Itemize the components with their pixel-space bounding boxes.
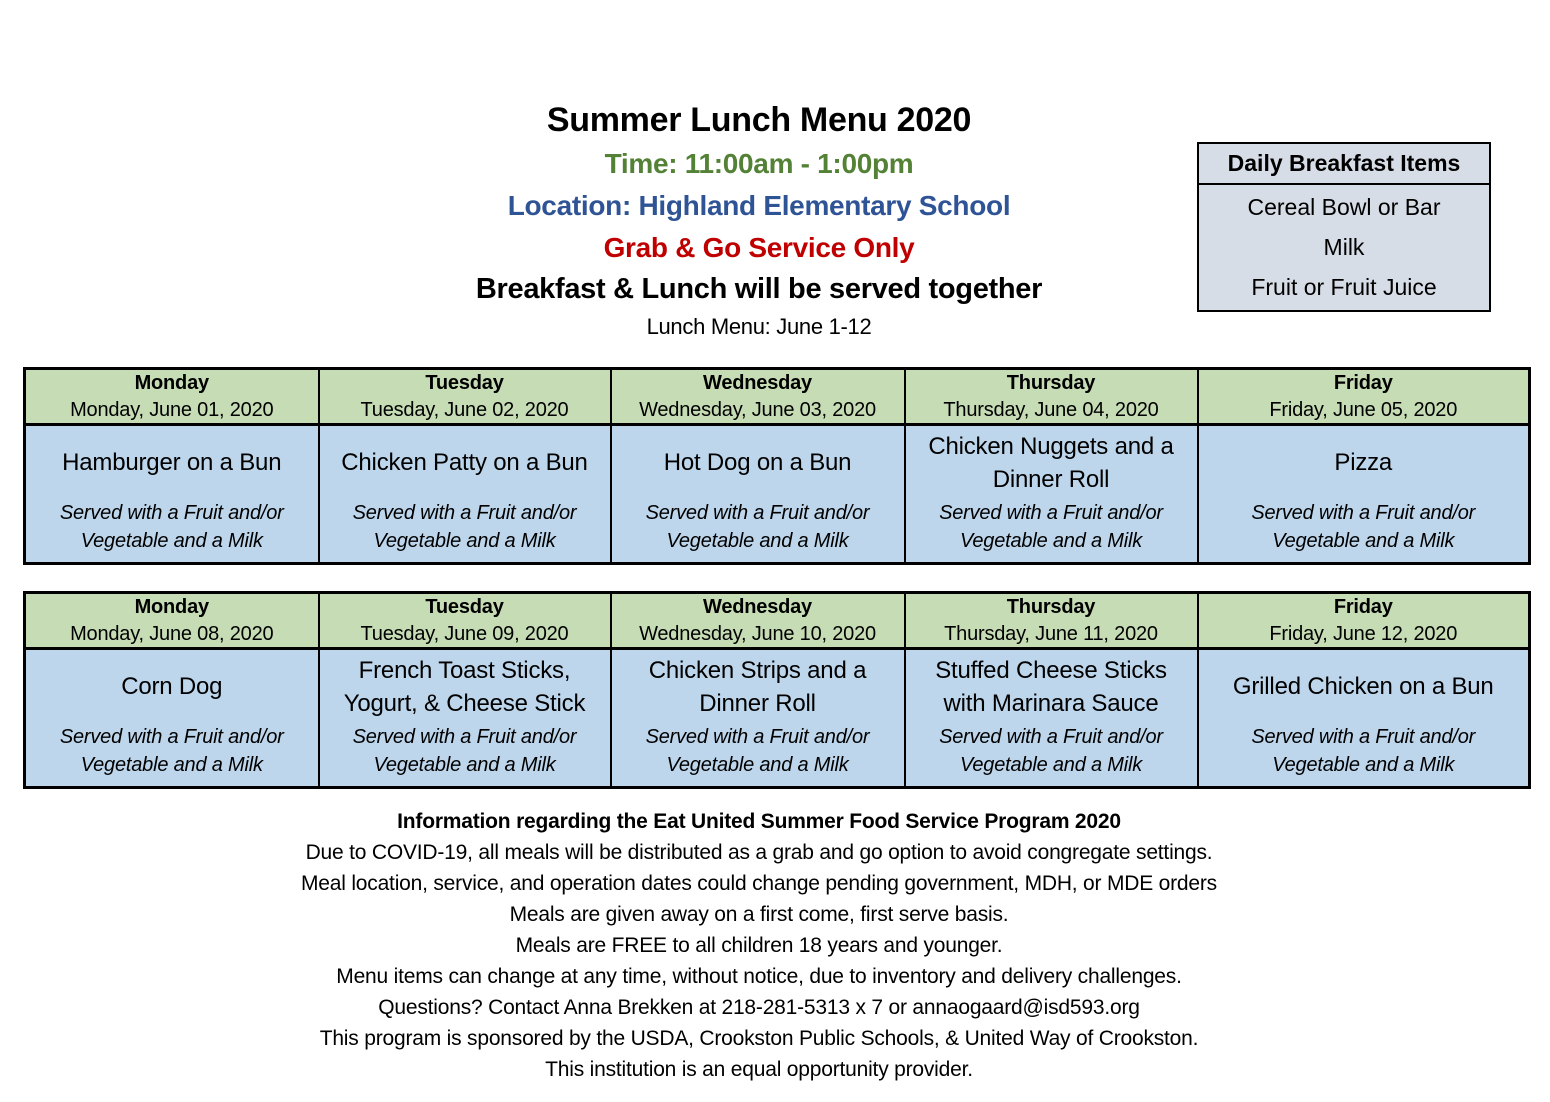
day-header-cell xyxy=(319,369,611,425)
day-header-cell xyxy=(1198,369,1530,425)
table-body-row xyxy=(25,649,1530,788)
breakfast-item: Fruit or Fruit Juice xyxy=(1251,274,1437,300)
day-date: Friday, June 12, 2020 xyxy=(1269,623,1458,645)
menu-cell xyxy=(1198,649,1530,788)
menu-cell xyxy=(319,649,611,788)
menu-cell xyxy=(611,425,905,564)
day-header-cell xyxy=(25,369,319,425)
day-header-cell xyxy=(1198,593,1530,649)
menu-item: Grilled Chicken on a Bun xyxy=(1232,673,1494,700)
location-line: Location: Highland Elementary School xyxy=(507,190,1011,221)
day-name: Monday xyxy=(134,372,209,394)
breakfast-box-title: Daily Breakfast Items xyxy=(1199,144,1489,185)
menu-note: Served with a Fruit and/or Vegetable and a Milk xyxy=(1251,502,1476,552)
day-header-cell xyxy=(611,593,905,649)
footer-line: Questions? Contact Anna Brekken at 218-281-5313 x 7 or annaogaard@isd593.org xyxy=(378,996,1140,1019)
time-line: Time: 11:00am - 1:00pm xyxy=(604,148,914,179)
day-header-cell xyxy=(611,369,905,425)
menu-note: Served with a Fruit and/or Vegetable and a Milk xyxy=(939,502,1163,552)
menu-cell xyxy=(905,425,1198,564)
menu-cell xyxy=(905,649,1198,788)
menu-note: Served with a Fruit and/or Vegetable and a Milk xyxy=(352,726,577,776)
breakfast-box-body xyxy=(1199,185,1489,310)
menu-range-line: Lunch Menu: June 1-12 xyxy=(646,314,872,339)
footer-block xyxy=(0,806,1518,1085)
daily-breakfast-box xyxy=(1197,142,1491,312)
footer-line: Due to COVID-19, all meals will be distributed as a grab and go option to avoid congregate settings. xyxy=(305,841,1213,864)
menu-table-week1 xyxy=(23,367,1531,565)
day-date: Thursday, June 04, 2020 xyxy=(943,399,1159,421)
day-name: Monday xyxy=(134,596,209,618)
menu-item: Chicken Patty on a Bun xyxy=(341,449,588,476)
breakfast-item: Cereal Bowl or Bar xyxy=(1247,194,1441,220)
day-header-cell xyxy=(905,369,1198,425)
menu-note: Served with a Fruit and/or Vegetable and a Milk xyxy=(939,726,1163,776)
day-header-cell xyxy=(905,593,1198,649)
menu-table-week2 xyxy=(23,591,1531,789)
day-date: Monday, June 01, 2020 xyxy=(70,399,274,421)
day-date: Monday, June 08, 2020 xyxy=(70,623,274,645)
day-name: Tuesday xyxy=(425,596,504,618)
footer-line: Menu items can change at any time, without notice, due to inventory and delivery challenges. xyxy=(336,965,1182,988)
footer-line: Meal location, service, and operation dates could change pending government, MDH, or MDE orders xyxy=(300,872,1217,895)
day-header-cell xyxy=(25,593,319,649)
day-name: Friday xyxy=(1333,372,1393,394)
day-date: Wednesday, June 03, 2020 xyxy=(639,399,876,421)
menu-cell xyxy=(25,425,319,564)
footer-line: Meals are given away on a first come, first serve basis. xyxy=(509,903,1009,926)
page-title: Summer Lunch Menu 2020 xyxy=(546,101,972,139)
day-date: Tuesday, June 09, 2020 xyxy=(360,623,569,645)
menu-item: Pizza xyxy=(1334,449,1393,476)
day-date: Wednesday, June 10, 2020 xyxy=(639,623,876,645)
menu-item: Corn Dog xyxy=(121,673,223,700)
menu-item: Hamburger on a Bun xyxy=(62,449,282,476)
menu-item: Hot Dog on a Bun xyxy=(663,449,852,476)
menu-item: Stuffed Cheese Sticks with Marinara Sauce xyxy=(935,656,1167,717)
served-together-line: Breakfast & Lunch will be served together xyxy=(475,273,1043,305)
menu-note: Served with a Fruit and/or Vegetable and a Milk xyxy=(59,726,284,776)
footer-line: Meals are FREE to all children 18 years and younger. xyxy=(515,934,1003,957)
menu-item: Chicken Nuggets and a Dinner Roll xyxy=(928,432,1174,493)
day-date: Thursday, June 11, 2020 xyxy=(944,623,1158,645)
day-name: Wednesday xyxy=(703,596,812,618)
day-name: Friday xyxy=(1333,596,1393,618)
menu-note: Served with a Fruit and/or Vegetable and a Milk xyxy=(645,726,870,776)
day-name: Thursday xyxy=(1006,372,1096,394)
menu-item: French Toast Sticks, Yogurt, & Cheese Stick xyxy=(343,656,586,717)
menu-cell xyxy=(25,649,319,788)
menu-cell xyxy=(611,649,905,788)
day-header-cell xyxy=(319,593,611,649)
day-name: Tuesday xyxy=(425,372,504,394)
day-name: Thursday xyxy=(1006,596,1096,618)
table-header-row xyxy=(25,593,1530,649)
menu-note: Served with a Fruit and/or Vegetable and a Milk xyxy=(1251,726,1476,776)
menu-cell xyxy=(319,425,611,564)
day-date: Friday, June 05, 2020 xyxy=(1269,399,1458,421)
footer-line: This institution is an equal opportunity provider. xyxy=(545,1058,973,1081)
menu-note: Served with a Fruit and/or Vegetable and a Milk xyxy=(645,502,870,552)
menu-item: Chicken Strips and a Dinner Roll xyxy=(648,656,867,717)
service-line: Grab & Go Service Only xyxy=(603,232,915,263)
day-name: Wednesday xyxy=(703,372,812,394)
menu-note: Served with a Fruit and/or Vegetable and a Milk xyxy=(59,502,284,552)
breakfast-item: Milk xyxy=(1323,234,1365,260)
footer-line: This program is sponsored by the USDA, Crookston Public Schools, & United Way of Crookston. xyxy=(319,1027,1199,1050)
table-header-row xyxy=(25,369,1530,425)
table-body-row xyxy=(25,425,1530,564)
footer-title: Information regarding the Eat United Summer Food Service Program 2020 xyxy=(397,810,1121,833)
day-date: Tuesday, June 02, 2020 xyxy=(360,399,569,421)
menu-note: Served with a Fruit and/or Vegetable and a Milk xyxy=(352,502,577,552)
menu-cell xyxy=(1198,425,1530,564)
